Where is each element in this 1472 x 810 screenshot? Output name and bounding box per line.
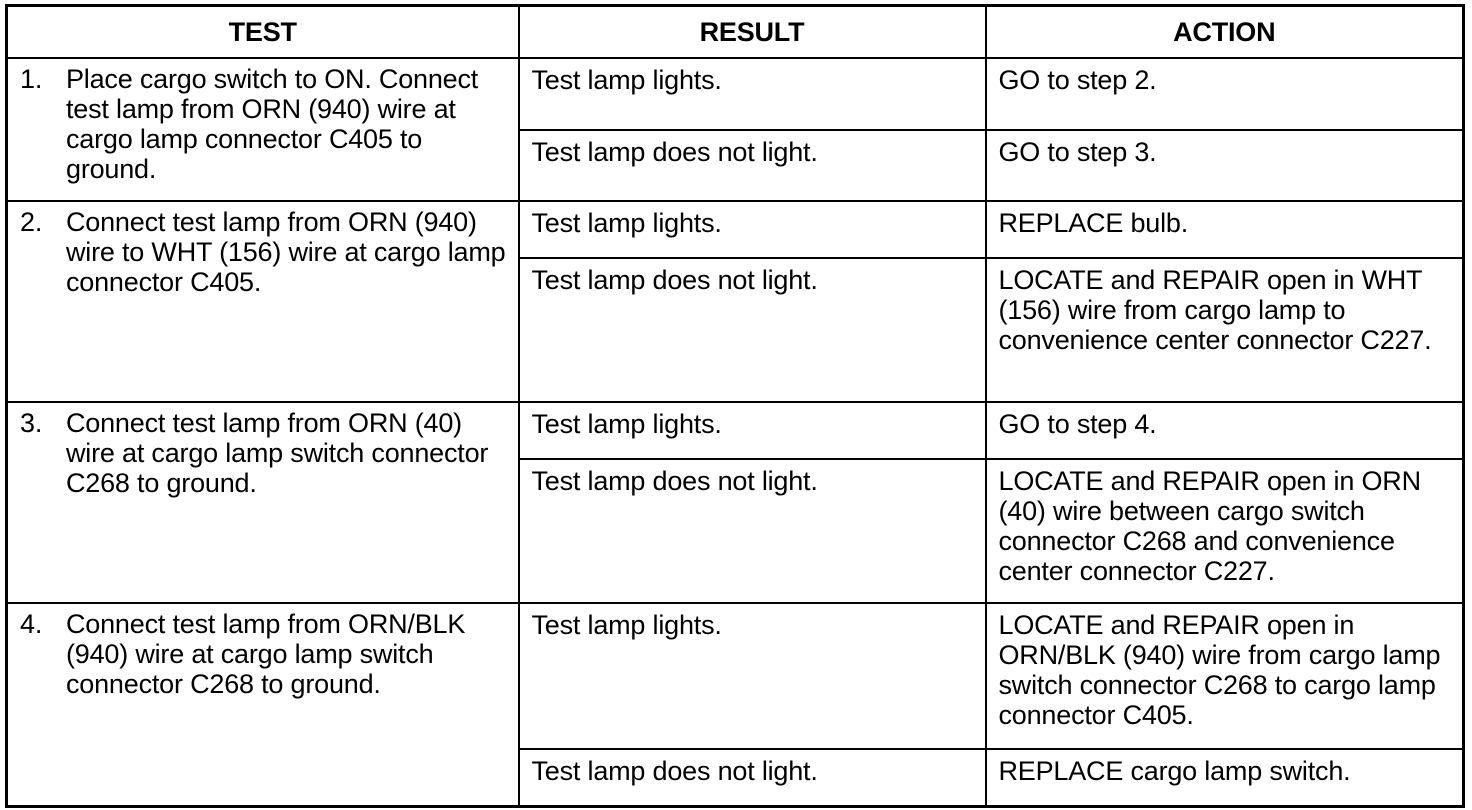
action-cell: GO to step 4. [986, 402, 1464, 459]
step-test-text: Connect test lamp from ORN/BLK (940) wire at cargo lamp switch connector C268 to ground. [66, 609, 466, 699]
test-step-cell [7, 58, 519, 201]
result-cell: Test lamp lights. [519, 58, 986, 130]
step-test-text: Connect test lamp from ORN (40) wire at cargo lamp switch connector C268 to ground. [66, 408, 489, 498]
result-cell: Test lamp does not light. [519, 459, 986, 603]
action-cell: LOCATE and REPAIR open in ORN/BLK (940) wire from cargo lamp switch connector C268 to cargo lamp connector C405. [986, 603, 1464, 749]
table-row [7, 58, 1464, 130]
result-cell: Test lamp does not light. [519, 749, 986, 807]
step-number: 2. [20, 207, 43, 237]
table-row [7, 603, 1464, 749]
result-cell: Test lamp does not light. [519, 130, 986, 201]
step-test-text: Place cargo switch to ON. Connect test lamp from ORN (940) wire at cargo lamp connector C405 to ground. [66, 64, 479, 184]
step-number: 1. [20, 64, 43, 94]
result-cell: Test lamp lights. [519, 603, 986, 749]
column-header-test: TEST [7, 6, 519, 59]
column-header-result: RESULT [519, 6, 986, 59]
step-number: 3. [20, 408, 43, 438]
test-step-cell [7, 603, 519, 807]
action-cell: GO to step 3. [986, 130, 1464, 201]
result-cell: Test lamp does not light. [519, 258, 986, 402]
action-cell: LOCATE and REPAIR open in ORN (40) wire between cargo switch connector C268 and convenience center connector C227. [986, 459, 1464, 603]
action-cell: REPLACE bulb. [986, 201, 1464, 258]
diagnostic-test-table [5, 4, 1465, 808]
header-row [7, 6, 1464, 59]
step-number: 4. [20, 609, 43, 639]
step-test-text: Connect test lamp from ORN (940) wire to WHT (156) wire at cargo lamp connector C405. [66, 207, 506, 297]
action-cell: GO to step 2. [986, 58, 1464, 130]
action-cell: REPLACE cargo lamp switch. [986, 749, 1464, 807]
action-cell: LOCATE and REPAIR open in WHT (156) wire from cargo lamp to convenience center connector C227. [986, 258, 1464, 402]
test-step-cell [7, 402, 519, 603]
result-cell: Test lamp lights. [519, 402, 986, 459]
column-header-action: ACTION [986, 6, 1464, 59]
result-cell: Test lamp lights. [519, 201, 986, 258]
table-row [7, 201, 1464, 258]
test-step-cell [7, 201, 519, 402]
table-row [7, 402, 1464, 459]
